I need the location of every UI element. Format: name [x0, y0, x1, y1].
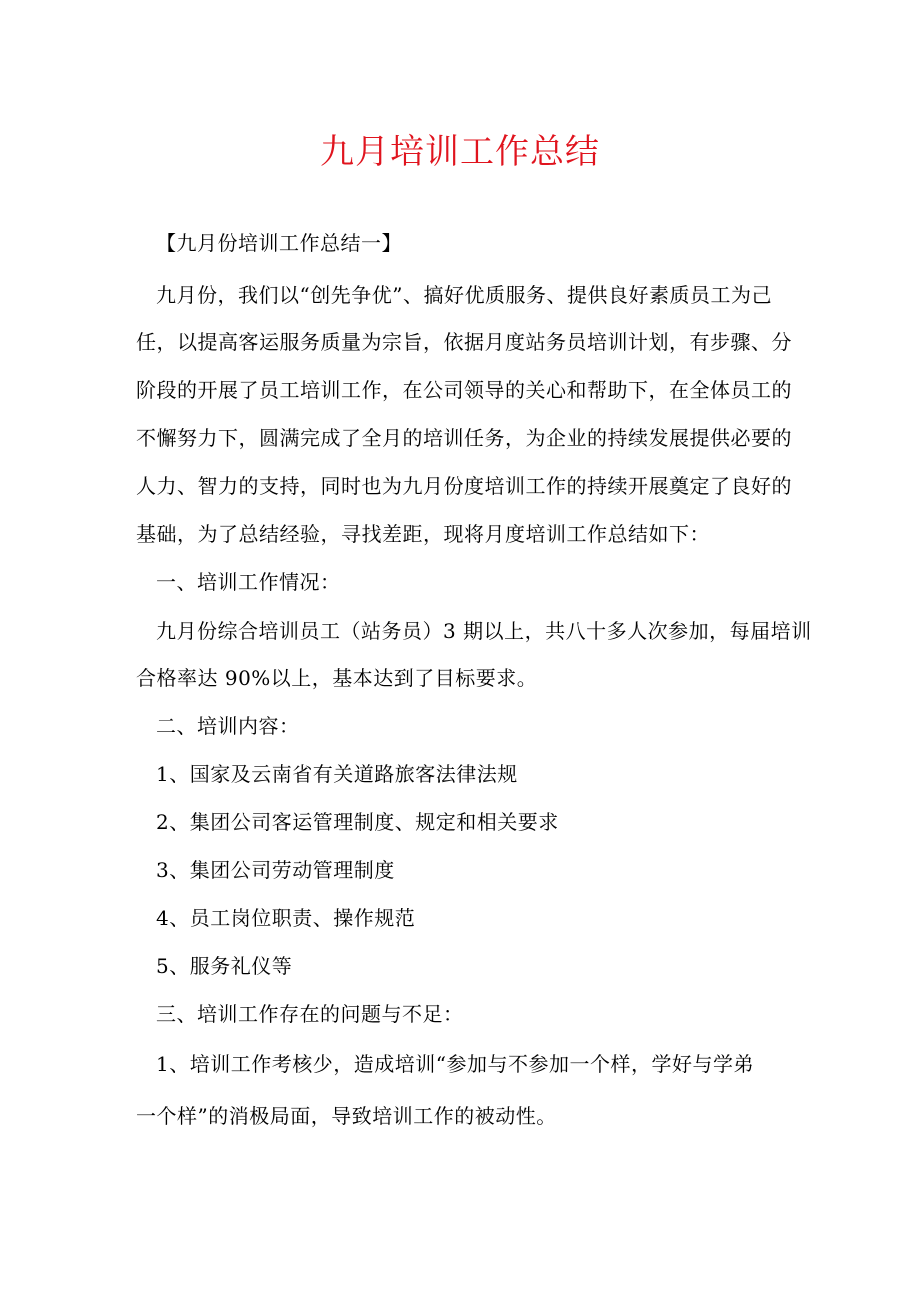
part2-heading: 二、培训内容： [156, 714, 300, 738]
part2-item-1: 1、国家及云南省有关道路旅客法律法规 [156, 762, 518, 786]
intro-line-3: 阶段的开展了员工培训工作，在公司领导的关心和帮助下，在全体员工的 [136, 378, 792, 402]
intro-line-6: 基础，为了总结经验，寻找差距，现将月度培训工作总结如下： [136, 522, 710, 546]
intro-line-1: 九月份，我们以“创先争优”、搞好优质服务、提供良好素质员工为己 [156, 283, 772, 307]
intro-line-5: 人力、智力的支持，同时也为九月份度培训工作的持续开展奠定了良好的 [136, 474, 792, 498]
intro-line-2: 任，以提高客运服务质量为宗旨，依据月度站务员培训计划，有步骤、分 [136, 330, 792, 354]
part2-item-5: 5、服务礼仪等 [156, 954, 293, 978]
intro-line-4: 不懈努力下，圆满完成了全月的培训任务，为企业的持续发展提供必要的 [136, 426, 792, 450]
part2-item-2: 2、集团公司客运管理制度、规定和相关要求 [156, 810, 559, 834]
part1-line-1: 九月份综合培训员工（站务员）3 期以上，共八十多人次参加，每届培训 [156, 619, 812, 643]
section-heading: 【九月份培训工作总结一】 [156, 231, 402, 255]
part3-line-1: 1、培训工作考核少，造成培训“参加与不参加一个样，学好与学弟 [156, 1052, 754, 1076]
part1-line-2: 合格率达 90%以上，基本达到了目标要求。 [136, 666, 538, 690]
part2-item-4: 4、员工岗位职责、操作规范 [156, 906, 416, 930]
document-title: 九月培训工作总结 [320, 132, 600, 172]
part1-heading: 一、培训工作情况： [156, 570, 341, 594]
part3-heading: 三、培训工作存在的问题与不足： [156, 1002, 464, 1026]
part3-line-2: 一个样”的消极局面，导致培训工作的被动性。 [136, 1104, 557, 1128]
part2-item-3: 3、集团公司劳动管理制度 [156, 858, 395, 882]
